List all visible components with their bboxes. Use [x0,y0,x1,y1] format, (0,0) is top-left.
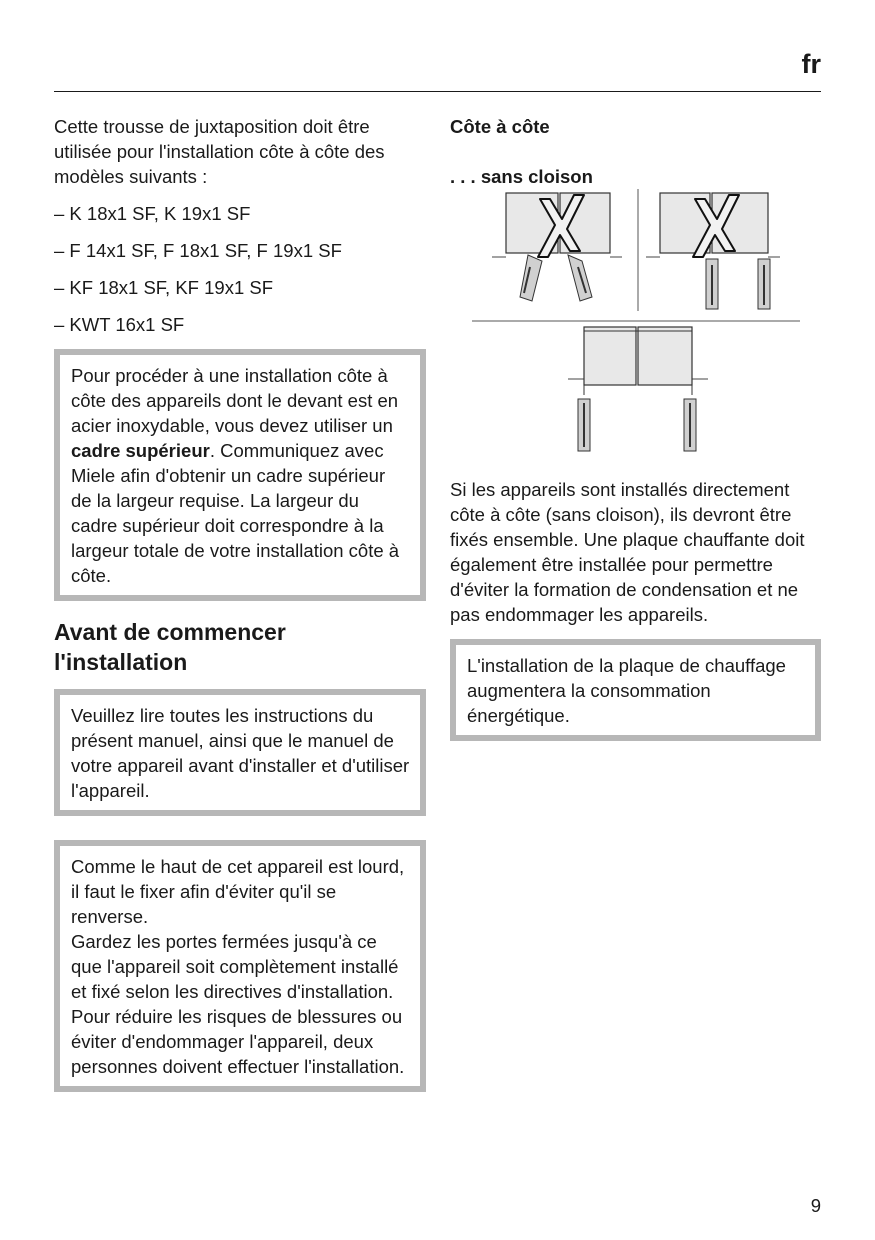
note-read-text: Veuillez lire toutes les instructions du présent manuel, ainsi que le manuel de votre appareil avant d'installer et d'utiliser l'appareil. [71,705,410,801]
page-number: 9 [810,1195,821,1216]
note-safety [54,840,426,1092]
note-top-frame [54,349,426,601]
list-item: – K 18x1 SF, K 19x1 SF [54,203,251,224]
list-item: – F 14x1 SF, F 18x1 SF, F 19x1 SF [54,240,342,261]
note-top-text-1: Pour procéder à une installation côte à côte des appareils dont le devant est en acier inoxydable, vous devez utiliser un [71,365,399,436]
side-by-side-paragraph: Si les appareils sont installés directement côte à côte (sans cloison), ils devront être fixés ensemble. Une plaque chauffante doit également être installée pour permettre d'éviter la formation de condensation et ne pas endommager les appareils. [450,479,805,625]
note-heating-plate [450,639,821,741]
note-top-bold: cadre supérieur [71,440,210,461]
list-item: – KF 18x1 SF, KF 19x1 SF [54,277,274,298]
list-item: – KWT 16x1 SF [54,314,185,335]
language-code: fr [801,49,821,79]
no-partition-subheading: . . . sans cloison [450,166,593,187]
intro-paragraph: Cette trousse de juxtaposition doit être utilisée pour l'installation côte à côte des modèles suivants : [54,116,385,187]
note-top-text-2: . Communiquez avec Miele afin d'obtenir un cadre supérieur de la largeur requise. La largeur du cadre supérieur doit correspondre à la largeur totale de votre installation côte à côte. [71,440,400,586]
header-rule [54,91,821,92]
right-column [450,114,821,741]
installation-diagram [450,189,821,457]
note-safety-text-1: Comme le haut de cet appareil est lourd, il faut le fixer afin d'éviter qu'il se renverse. [71,856,405,927]
diagram-correct [568,327,708,451]
note-read-instructions [54,689,426,816]
left-column [54,114,426,1092]
note-safety-text-3: Pour réduire les risques de blessures ou éviter d'endommager l'appareil, deux personnes doivent effectuer l'installation. [71,1006,405,1077]
note-safety-text-2: Gardez les portes fermées jusqu'à ce que l'appareil soit complètement installé et fixé selon les directives d'installation. [71,931,399,1002]
section-heading: Avant de commencer l'installation [54,619,286,675]
model-list [54,201,426,337]
side-by-side-heading: Côte à côte [450,116,550,137]
note-heating-text: L'installation de la plaque de chauffage augmentera la consommation énergétique. [467,655,786,726]
